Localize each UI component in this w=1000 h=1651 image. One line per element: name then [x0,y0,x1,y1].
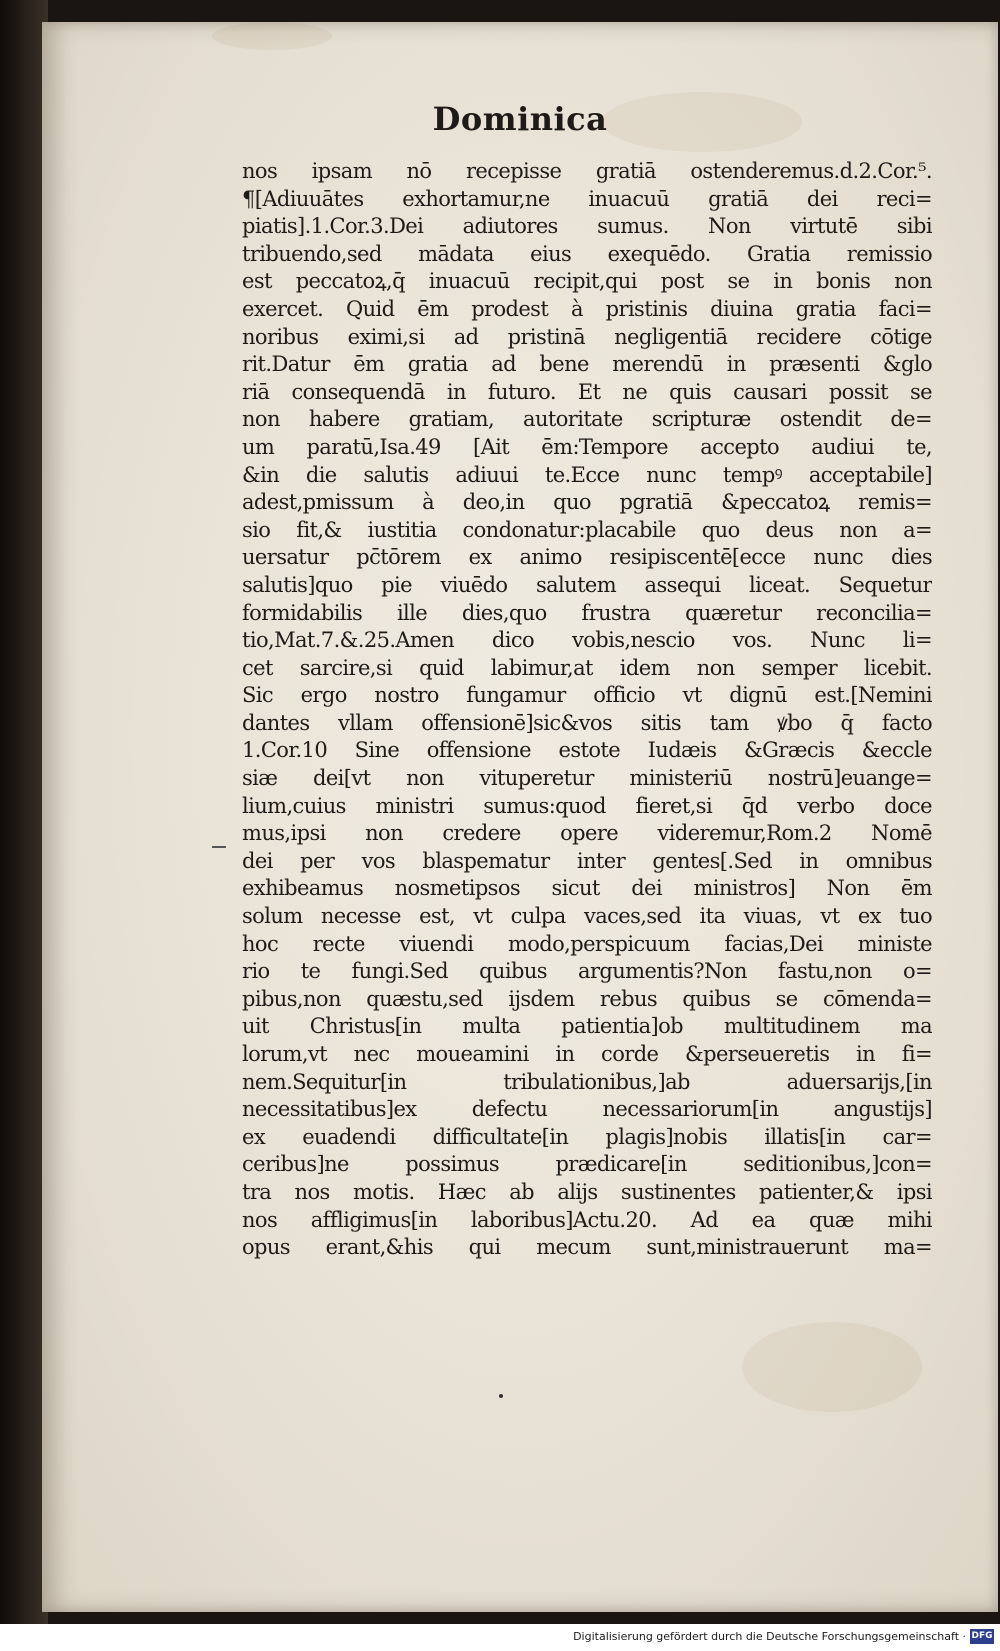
paper-stain [212,22,332,50]
book-page [42,22,998,1612]
text-line: non habere gratiam, autoritate scripturæ ostendit de= [242,407,932,432]
text-line: exercet. Quid ēm prodest à pristinis diuina gratia faci= [242,296,932,321]
running-header: Dominica [432,100,608,138]
text-line: tribuendo,sed mādata eius exequēdo. Gratia remissio [242,241,932,266]
text-line: cet sarcire,si quid labimur,at idem non semper licebit. [242,655,932,680]
text-line: uersatur pc̄tōrem ex animo resipiscentē[ecce nunc dies [242,545,932,570]
margin-mark [212,846,226,848]
footer-bar [0,1624,1000,1651]
text-line: ceribus]ne possimus prædicare[in seditionibus,]con= [242,1152,932,1177]
text-line: tio,Mat.7.&.25.Amen dico vobis,nescio vos. Nunc li= [242,628,932,653]
ink-dot [499,1394,503,1398]
page-body-text [242,158,932,1262]
text-line: &in die salutis adiuui te.Ecce nunc tempꝰ acceptabile] [242,462,932,487]
text-line: lium,cuius ministri sumus:quod fieret,si q̄d verbo doce [242,793,932,818]
dfg-logo: DFG [970,1629,994,1644]
text-line: nos affligimus[in laboribus]Actu.20. Ad ea quæ mihi [242,1207,932,1232]
text-line: ex euadendi difficultate[in plagis]nobis illatis[in car= [242,1124,932,1149]
text-line: adest,pmissum à deo,in quo pgratiā &peccatoꝝ remis= [242,490,932,515]
text-line: formidabilis ille dies,quo frustra quæretur reconcilia= [242,600,932,625]
text-line: uit Christus[in multa patientia]ob multitudinem ma [242,1014,932,1039]
text-line: siæ dei[vt non vituperetur ministeriū nostrū]euange= [242,766,932,791]
text-line: noribus eximi,si ad pristinā negligentiā recidere cōtige [242,324,932,349]
text-line: exhibeamus nosmetipsos sicut dei ministros] Non ēm [242,876,932,901]
book-edge [0,0,48,1651]
text-line: tra nos motis. Hæc ab alijs sustinentes patienter,& ipsi [242,1179,932,1204]
text-line: nem.Sequitur[in tribulationibus,]ab aduersarijs,[in [242,1069,932,1094]
text-line: dei per vos blaspematur inter gentes[.Sed in omnibus [242,848,932,873]
text-line: dantes vllam offensionē]sic&vos sitis tam ꝟbo q̄ facto [242,710,932,735]
text-line: nos ipsam nō recepisse gratiā ostenderemus.d.2.Cor.⁵. [242,159,932,183]
text-line: piatis].1.Cor.3.Dei adiutores sumus. Non virtutē sibi [242,214,932,239]
text-line: rit.Datur ēm gratia ad bene merendū in præsenti &glo [242,352,932,377]
paper-stain [742,1322,922,1412]
text-line: est peccatoꝝ,q̄ inuacuū recipit,qui post se in bonis non [242,269,932,294]
text-line: solum necesse est, vt culpa vaces,sed ita viuas, vt ex tuo [242,904,932,929]
text-line: rio te fungi.Sed quibus argumentis?Non fastu,non o= [242,959,932,984]
text-line: opus erant,&his qui mecum sunt,ministrauerunt ma= [242,1235,932,1260]
text-line: lorum,vt nec moueamini in corde &perseueretis in fi= [242,1042,932,1066]
text-line: um paratū,Isa.49 [Ait ēm:Tempore accepto audiui te, [242,434,932,459]
text-line: mus,ipsi non credere opere videremur,Rom.2 Nomē [242,821,932,846]
text-line: riā consequendā in futuro. Et ne quis causari possit se [242,379,932,404]
text-line: 1.Cor.10 Sine offensione estote Iudæis &Græcis &eccle [242,738,932,763]
text-line: salutis]quo pie viuēdo salutem assequi liceat. Sequetur [242,572,932,597]
funding-credit: Digitalisierung gefördert durch die Deutsche Forschungsgemeinschaft · [573,1630,966,1643]
text-line: sio fit,& iustitia condonatur:placabile quo deus non a= [242,517,932,542]
text-line: necessitatibus]ex defectu necessariorum[in angustijs] [242,1097,932,1122]
text-line: hoc recte viuendi modo,perspicuum facias,Dei ministe [242,931,932,956]
text-line: ¶[Adiuuātes exhortamur,ne inuacuū gratiā dei reci= [242,186,932,211]
text-line: Sic ergo nostro fungamur officio vt dignū est.[Nemini [242,683,932,708]
text-line: pibus,non quæstu,sed ijsdem rebus quibus se cōmenda= [242,986,932,1011]
